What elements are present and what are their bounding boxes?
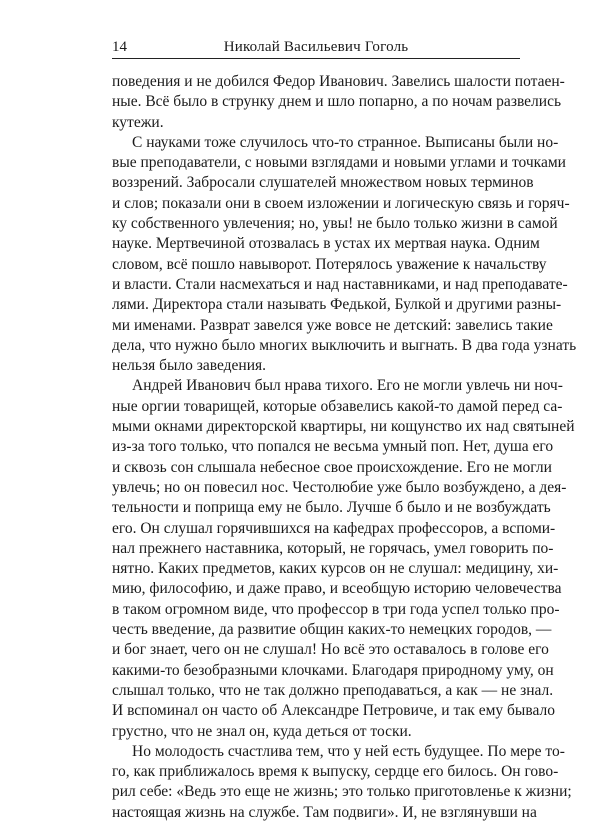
text-line: Андрей Иванович был нрава тихого. Его не могли увлечь ни ноч-	[132, 377, 563, 395]
paragraph	[112, 133, 577, 377]
text-line: науке. Мертвечиной отозвалась в устах их мертвая наука. Одним	[112, 235, 540, 253]
running-head	[112, 38, 520, 59]
text-line: нал прежнего наставника, который, не горячась, умел говорить по-	[112, 539, 554, 557]
text-line: кутежи.	[112, 113, 164, 131]
text-line: вые преподаватели, с новыми взглядами и новыми углами и точками	[112, 154, 566, 172]
paragraph	[112, 742, 572, 823]
text-line: лями. Директора стали называть Федькой, Булкой и другими разны-	[112, 296, 562, 314]
text-line: С науками тоже случилось что-то странное. Выписаны были но-	[132, 133, 559, 151]
text-line: нельзя было заведения.	[112, 357, 267, 375]
text-line: и власти. Стали насмехаться и над наставниками, и над преподавате-	[112, 275, 568, 293]
text-line: ми именами. Разврат завелся уже вовсе не детский: завелись такие	[112, 316, 553, 334]
text-line: мию, философию, и даже право, и всеобщую историю человечества	[112, 580, 562, 598]
text-line: ные. Всё было в струнку днем и шло попарно, а по ночам развелись	[112, 93, 562, 111]
text-line: и бог знает, чего он не слушал! Но всё это оставалось в голове его	[112, 641, 549, 659]
text-line: поведения и не добился Федор Иванович. Завелись шалости потаен-	[112, 73, 565, 90]
text-line: мыми окнами директорской квартиры, ни кощунство их над святыней	[112, 418, 575, 436]
text-line: рил себе: «Ведь это еще не жизнь; это только приготовленье к жизни;	[112, 783, 572, 801]
text-line: какими-то безобразными клочками. Благодаря природному уму, он	[112, 661, 554, 679]
text-line: Но молодость счастлива тем, что у ней есть будущее. По мере то-	[132, 742, 565, 760]
running-head-title: Николай Васильевич Гоголь	[223, 39, 409, 55]
text-line: настоящая жизнь на службе. Там подвиги». И, не взглянувши на	[112, 803, 537, 821]
text-line: и сквозь сон слышала небесное свое происхождение. Его не могли	[112, 458, 552, 476]
paragraph	[112, 376, 575, 741]
text-line: ку собственного увлечения; но, увы! не было только жизни в самой	[112, 215, 558, 233]
text-line: честь введение, да развитие общин каких-то немецких городов, —	[112, 621, 552, 639]
text-body	[112, 72, 577, 823]
text-line: его. Он слушал горячившихся на кафедрах профессоров, а вспоми-	[112, 519, 556, 537]
text-line: го, как приближалось время к выпуску, сердце его билось. Он гово-	[112, 763, 559, 781]
text-line: грустно, что не знал он, куда деться от тоски.	[112, 722, 412, 740]
text-line: и слов; показали они в своем изложении и логическую связь и горяч-	[112, 194, 570, 212]
text-line: тельности и поприща ему не было. Лучше б было и не возбуждать	[112, 499, 551, 517]
text-line: слышал только, что не так должно преподаваться, а как — не знал.	[112, 681, 554, 699]
page-number: 14	[112, 39, 127, 55]
text-line: воззрений. Забросали слушателей множеством новых терминов	[112, 174, 534, 192]
text-line: из-за того только, что попался не весьма умный поп. Нет, душа его	[112, 438, 554, 456]
text-line: дела, что нужно было многих выключить и выгнать. В два года узнать	[112, 336, 577, 354]
paragraph	[112, 72, 565, 133]
text-line: ные оргии товарищей, которые обзавелись какой-то дамой перед са-	[112, 397, 563, 415]
text-line: нятно. Каких предметов, каких курсов он не слушал: медицину, хи-	[112, 560, 559, 578]
text-line: И вспоминал он часто об Александре Петровиче, и так ему бывало	[112, 702, 555, 720]
text-line: словом, всё пошло навыворот. Потерялось уважение к начальству	[112, 255, 547, 273]
text-line: увлечь; но он повесил нос. Честолюбие уже было возбуждено, а дея-	[112, 478, 567, 496]
text-line: в таком огромном виде, что профессор в три года успел только про-	[112, 600, 560, 618]
